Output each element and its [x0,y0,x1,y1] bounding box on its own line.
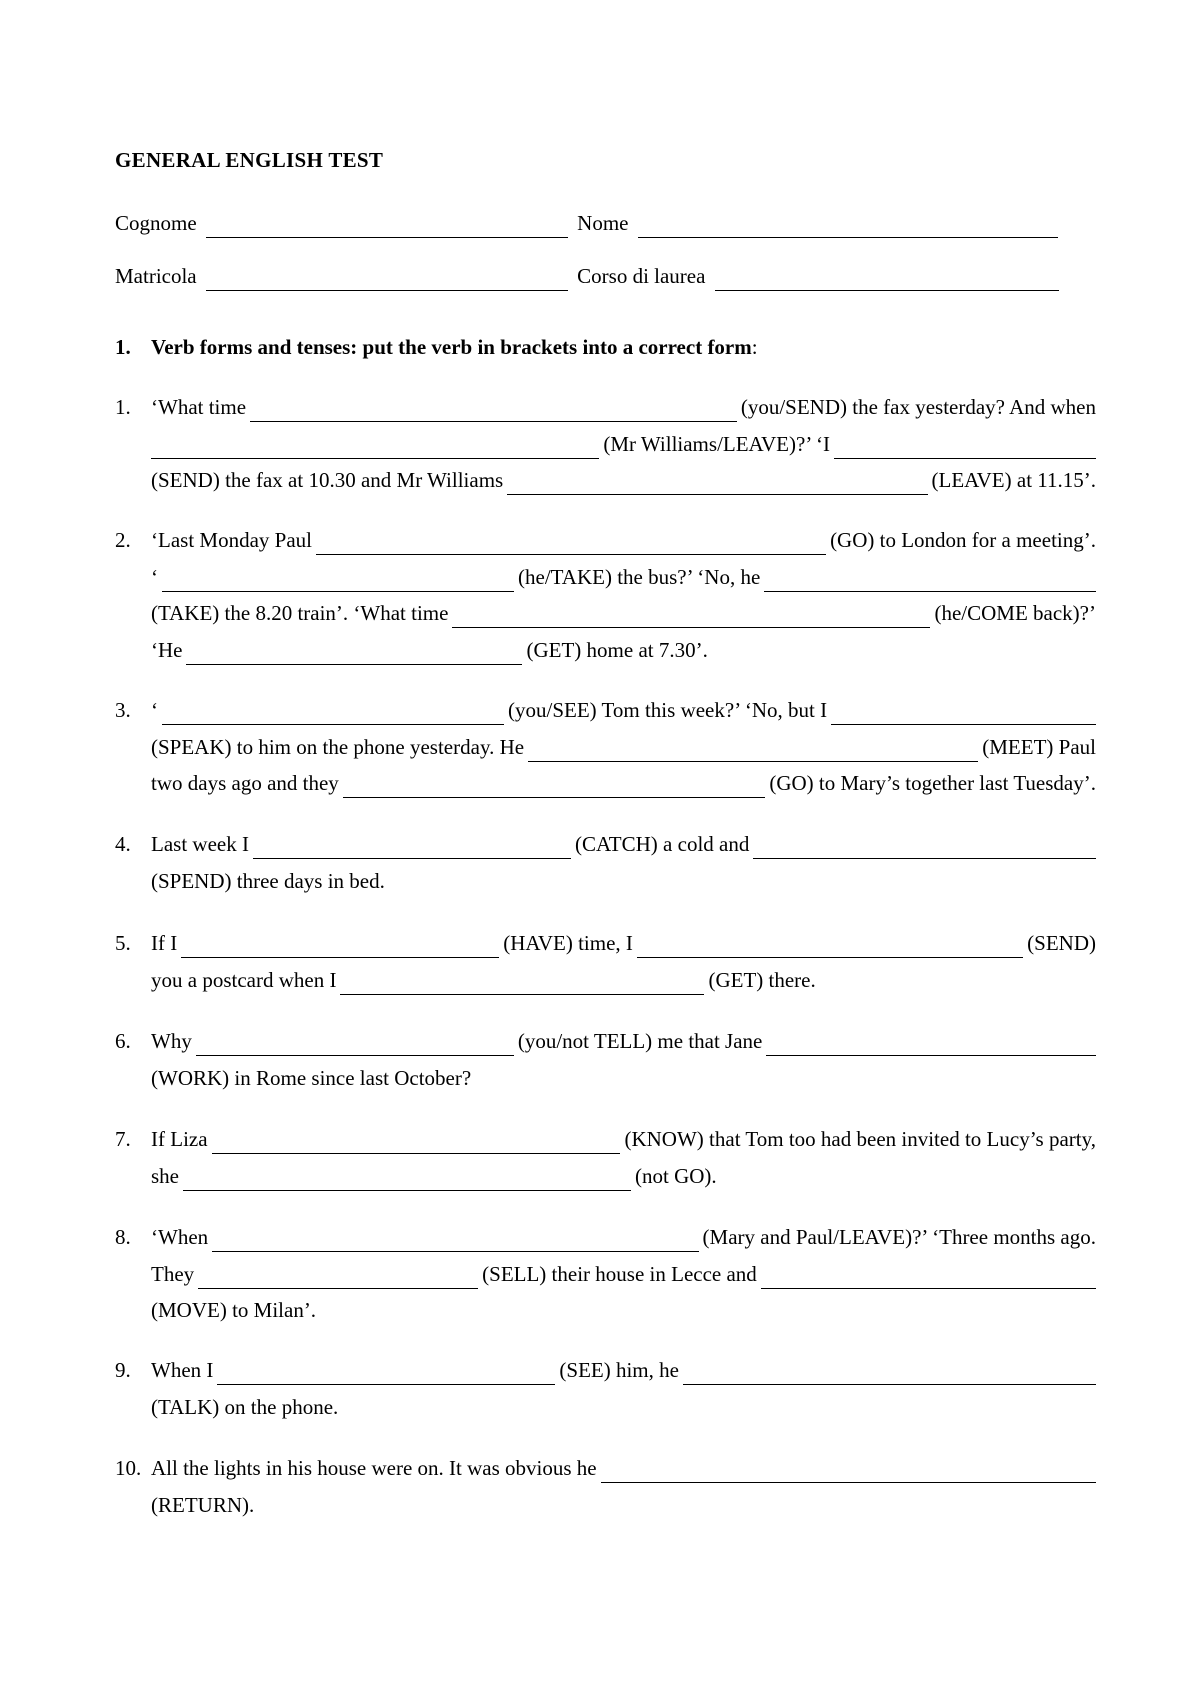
item-text: (he/COME back)?’ [934,601,1096,625]
answer-blank[interactable] [637,933,1023,958]
item-text: (HAVE) time, I [503,931,633,955]
answer-blank[interactable] [198,1264,478,1289]
answer-blank[interactable] [753,834,1096,859]
item-text: (TALK) on the phone. [151,1394,339,1419]
item-text: (GET) home at 7.30’. [526,637,708,662]
item-text: (he/TAKE) the bus?’ ‘No, he [518,564,761,589]
item-text: (SEND) the fax at 10.30 and Mr Williams [151,468,504,492]
item-text: If Liza [151,1127,208,1151]
item-text: (GO) to Mary’s together last Tuesday’. [769,771,1096,795]
item-number: 5. [115,931,131,955]
item-text: (you/not TELL) me that Jane [517,1029,763,1053]
item-text: (you/SEND) the fax yesterday? And when [740,395,1096,419]
item-text: (Mr Williams/LEAVE)?’ ‘I [603,431,830,456]
item-text: (KNOW) that Tom too had been invited to Lucy’s party, [624,1127,1096,1151]
answer-blank[interactable] [183,1166,631,1191]
item-text: (you/SEE) Tom this week?’ ‘No, but I [508,698,828,722]
item-text: ‘When [151,1225,209,1249]
section-colon: : [751,335,758,359]
item-number: 1. [115,395,131,419]
item-text: (MOVE) to Milan’. [151,1298,317,1322]
item-text: ‘Last Monday Paul [151,528,312,552]
item-text: All the lights in his house were on. It was obvious he [151,1456,597,1480]
matricola-label: Matricola [115,264,197,288]
item-text: she [151,1163,179,1188]
answer-blank[interactable] [212,1129,621,1154]
item-text: If I [151,931,178,955]
item-number: 4. [115,832,131,856]
item-text: ‘What time [151,395,247,419]
matricola-corso-row [115,261,1063,291]
item-number: 8. [115,1225,131,1249]
item-text: ‘He [151,637,183,662]
answer-blank[interactable] [162,700,504,725]
item-text: When I [151,1358,214,1382]
nome-field[interactable] [638,213,1058,238]
answer-blank[interactable] [601,1458,1096,1483]
item-text: Last week I [151,832,249,856]
answer-blank[interactable] [253,834,571,859]
answer-blank[interactable] [452,603,930,628]
item-text: (LEAVE) at 11.15’. [931,468,1096,492]
item-number: 7. [115,1127,131,1151]
item-number: 2. [115,528,131,552]
section-instruction: Verb forms and tenses: put the verb in brackets into a correct form [151,335,752,359]
item-text: (RETURN). [151,1492,255,1517]
answer-blank[interactable] [683,1360,1096,1385]
answer-blank[interactable] [528,737,978,762]
item-text: (GO) to London for a meeting’. [830,528,1096,552]
matricola-field[interactable] [206,266,568,291]
answer-blank[interactable] [162,567,514,592]
item-text: (GET) there. [708,967,816,992]
answer-blank[interactable] [834,434,1096,459]
answer-blank[interactable] [181,933,499,958]
section-number: 1. [115,335,131,359]
item-number: 10. [115,1456,142,1480]
answer-blank[interactable] [764,567,1096,592]
answer-blank[interactable] [217,1360,555,1385]
answer-blank[interactable] [316,530,826,555]
item-number: 3. [115,698,131,722]
item-text: (SPEAK) to him on the phone yesterday. He [151,734,525,759]
answer-blank[interactable] [186,640,522,665]
corso-field[interactable] [715,266,1059,291]
item-text: They [151,1261,195,1286]
answer-blank[interactable] [151,434,599,459]
item-text: (SEE) him, he [559,1358,679,1382]
cognome-nome-row [115,208,1062,238]
cognome-field[interactable] [206,213,568,238]
item-text: (Mary and Paul/LEAVE)?’ ‘Three months ago. [702,1225,1096,1249]
item-text: (TAKE) the 8.20 train’. ‘What time [151,601,449,625]
page-title: GENERAL ENGLISH TEST [115,148,384,172]
item-text: (not GO). [635,1163,717,1188]
item-text: (WORK) in Rome since last October? [151,1065,472,1090]
corso-label: Corso di laurea [577,264,706,288]
answer-blank[interactable] [507,470,927,495]
item-text: (CATCH) a cold and [574,832,750,856]
answer-blank[interactable] [343,773,766,798]
item-text: you a postcard when I [151,967,337,992]
answer-blank[interactable] [196,1031,514,1056]
answer-blank[interactable] [250,397,737,422]
nome-label: Nome [577,211,629,235]
item-number: 9. [115,1358,131,1382]
item-text: (SEND) [1027,931,1096,955]
item-text: (SPEND) three days in bed. [151,868,385,893]
item-text: (SELL) their house in Lecce and [482,1261,757,1286]
item-text: two days ago and they [151,771,339,795]
item-text: ‘ [151,564,158,589]
answer-blank[interactable] [761,1264,1096,1289]
section-heading [115,332,758,362]
answer-blank[interactable] [766,1031,1096,1056]
cognome-label: Cognome [115,211,197,235]
item-text: Why [151,1029,192,1053]
answer-blank[interactable] [212,1227,698,1252]
answer-blank[interactable] [831,700,1096,725]
answer-blank[interactable] [340,970,704,995]
item-text: (MEET) Paul [982,734,1096,759]
item-text: ‘ [151,698,158,722]
item-number: 6. [115,1029,131,1053]
